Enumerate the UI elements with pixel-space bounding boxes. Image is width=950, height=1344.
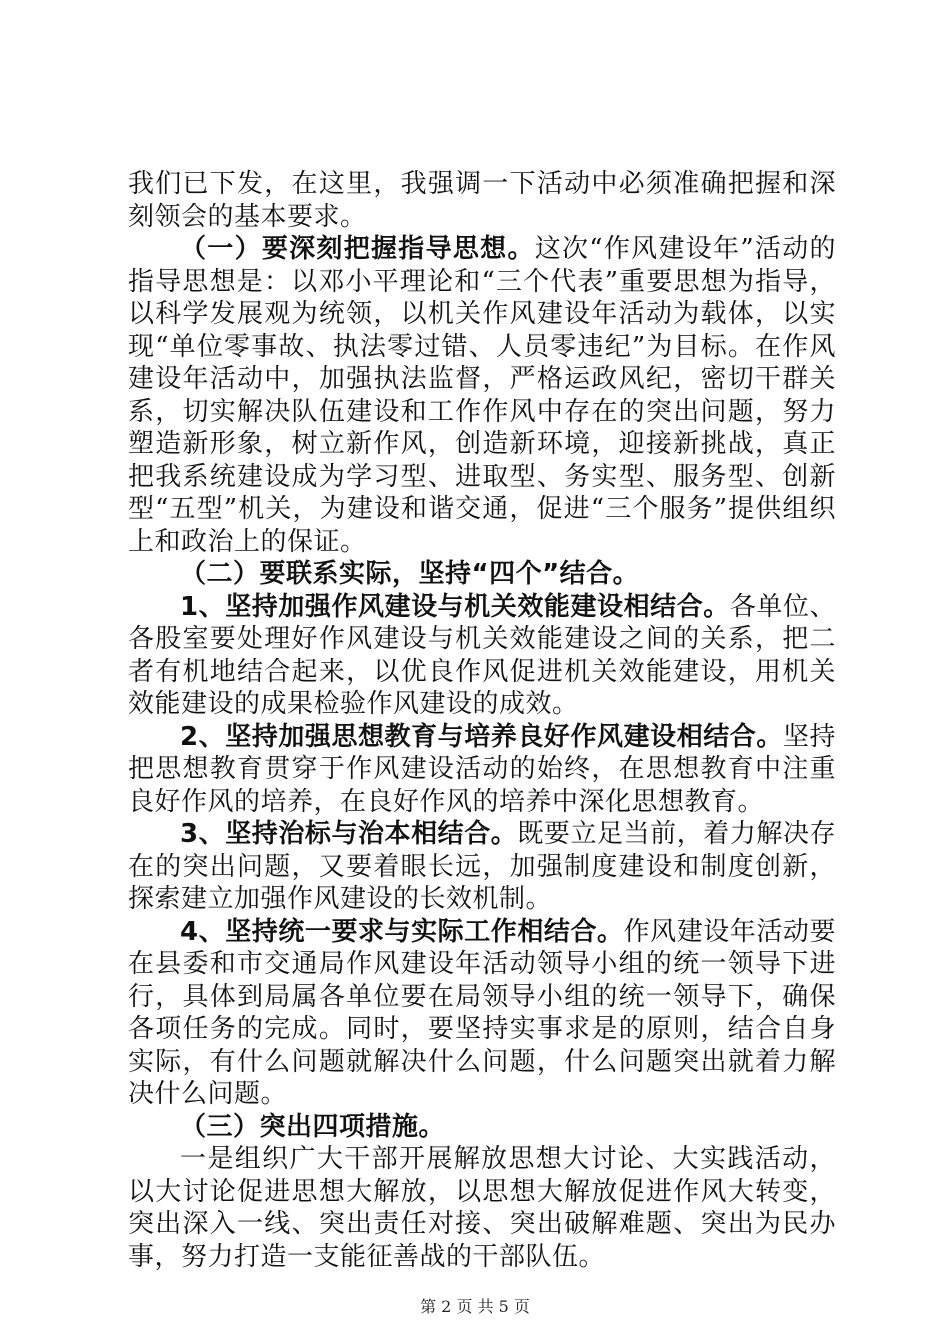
- paragraph-combination-1: [128, 591, 836, 721]
- section-heading: （三）突出四项措施。: [180, 1111, 446, 1142]
- item-heading: 2、坚持加强思想教育与培养良好作风建设相结合。: [180, 721, 783, 752]
- paragraph-intro: [128, 168, 836, 233]
- page-number-footer: 第 2 页 共 5 页: [420, 1297, 530, 1316]
- item-heading: 4、坚持统一要求与实际工作相结合。: [180, 916, 624, 947]
- paragraph-text: 既要立足当前，着力解决存在的突出问题，又要着眼长远，加强制度建设和制度创新，探索建立加强作风建设的长效机制。: [128, 819, 836, 914]
- paragraph-guiding-thought: [128, 233, 836, 558]
- section-heading: （二）要联系实际，坚持“四个”结合。: [180, 559, 640, 589]
- paragraph-text: 我们已下发，在这里，我强调一下活动中必须准确把握和深刻领会的基本要求。: [128, 169, 836, 232]
- paragraph-combination-3: [128, 818, 836, 916]
- paragraph-text: 一是组织广大干部开展解放思想大讨论、大实践活动，以大讨论促进思想大解放，以思想大解放促进作风大转变，突出深入一线、突出责任对接、突出破解难题、突出为民办事，努力打造一支能征善战的干部队伍。: [128, 1144, 836, 1272]
- paragraph-four-measures-heading: [128, 1111, 836, 1144]
- item-heading: 1、坚持加强作风建设与机关效能建设相结合。: [180, 591, 730, 622]
- document-body: [128, 168, 836, 1273]
- section-heading: （一）要深刻把握指导思想。: [180, 234, 535, 264]
- paragraph-text: 这次“作风建设年”活动的指导思想是：以邓小平理论和“三个代表”重要思想为指导，以科学发展观为统领，以机关作风建设年活动为载体，以实现“单位零事故、执法零过错、人员零违纪”为目标。在作风建设年活动中，加强执法监督，严格运政风纪，密切干群关系，切实解决队伍建设和工作作风中存在的突出问题，努力塑造新形象，树立新作风，创造新环境，迎接新挑战，真正把我系统建设成为学习型、进取型、务实型、服务型、创新型“五型”机关，为建设和谐交通，促进“三个服务”提供组织上和政治上的保证。: [128, 234, 836, 557]
- paragraph-text: 坚持把思想教育贯穿于作风建设活动的始终，在思想教育中注重良好作风的培养，在良好作风的培养中深化思想教育。: [128, 721, 836, 817]
- paragraph-measure-1: [128, 1143, 836, 1273]
- paragraph-combination-2: [128, 721, 836, 819]
- paragraph-four-combinations-heading: [128, 558, 836, 591]
- paragraph-text: 作风建设年活动要在县委和市交通局作风建设年活动领导小组的统一领导下进行，具体到局属各单位要在局领导小组的统一领导下，确保各项任务的完成。同时，要坚持实事求是的原则，结合自身实际，有什么问题就解决什么问题，什么问题突出就着力解决什么问题。: [128, 916, 836, 1109]
- paragraph-combination-4: [128, 916, 836, 1111]
- paragraph-text: 各单位、各股室要处理好作风建设与机关效能建设之间的关系，把二者有机地结合起来，以优良作风促进机关效能建设，用机关效能建设的成果检验作风建设的成效。: [128, 591, 836, 719]
- item-heading: 3、坚持治标与治本相结合。: [180, 819, 518, 849]
